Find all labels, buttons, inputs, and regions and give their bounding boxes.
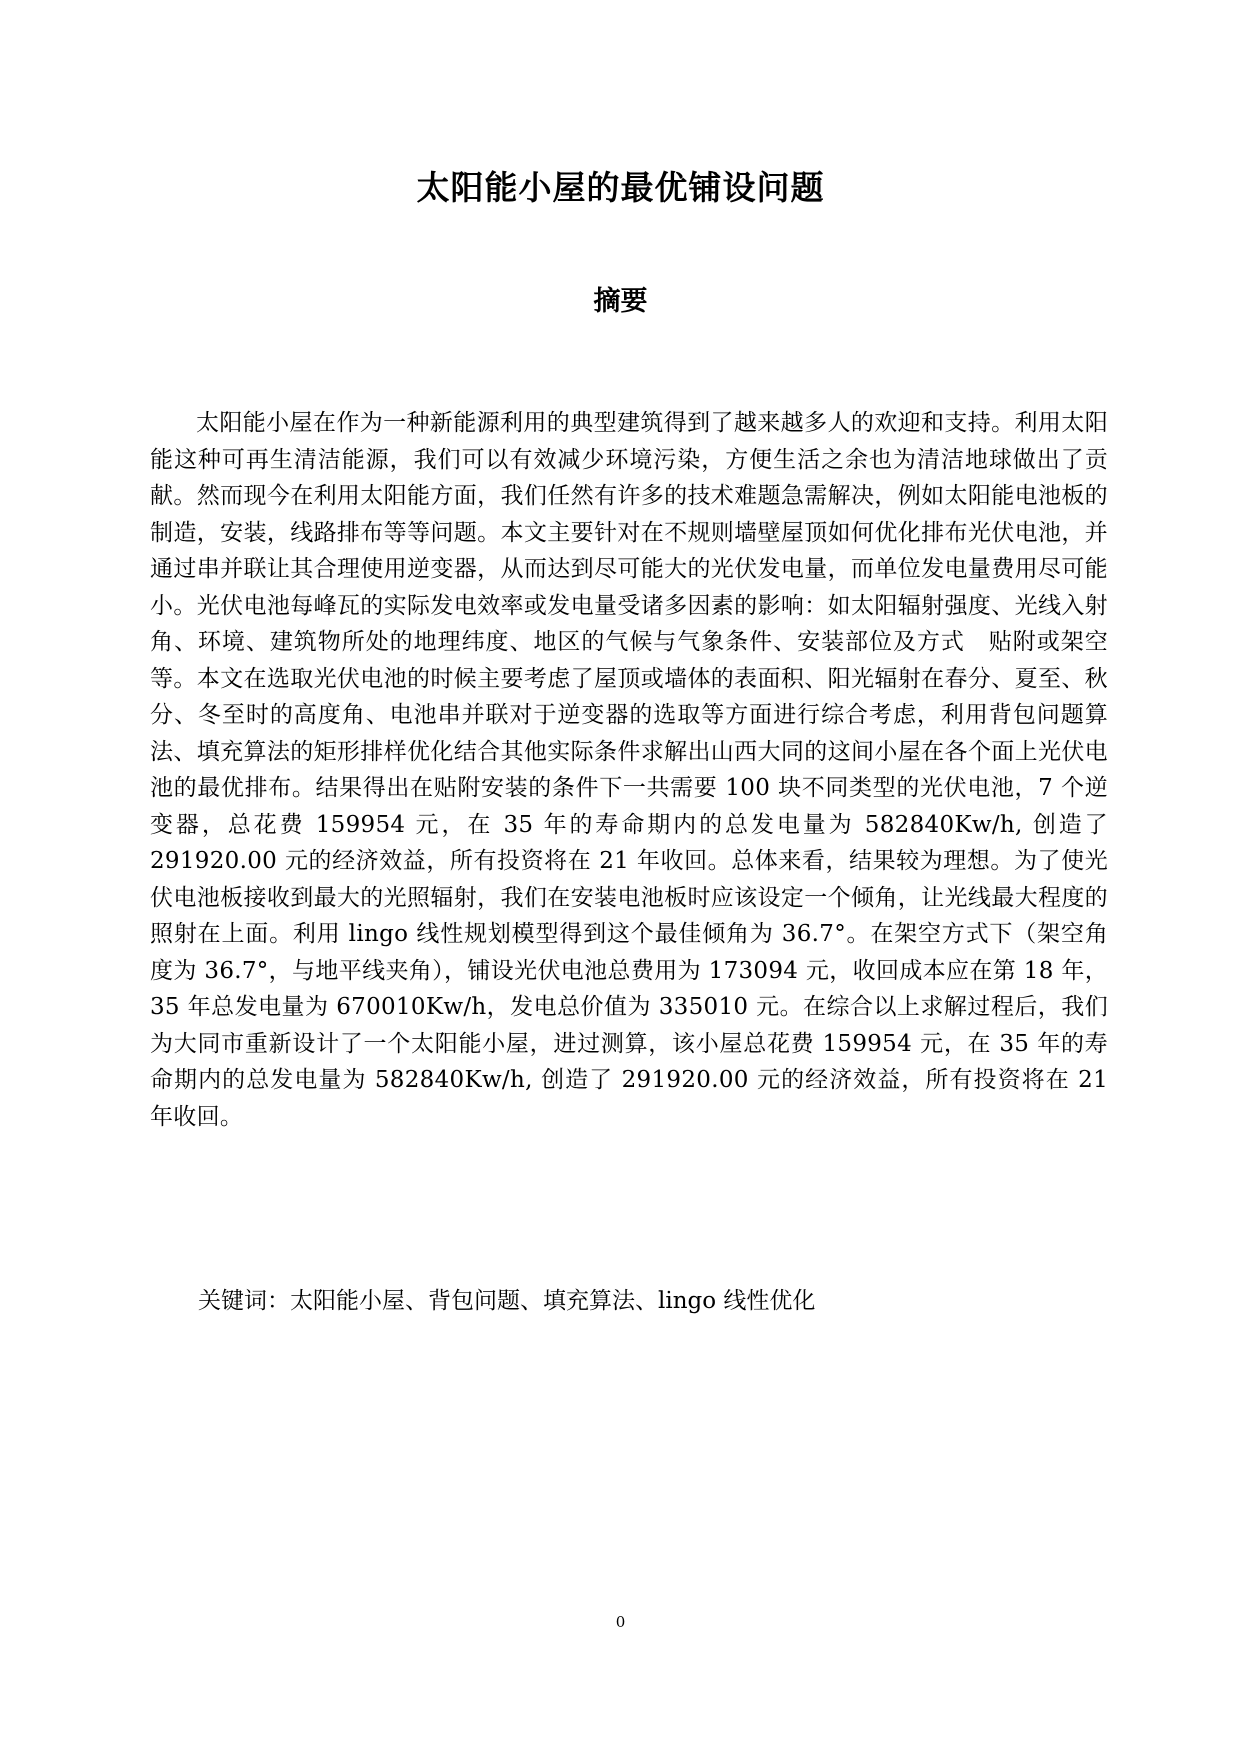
keywords-line: 关键词：太阳能小屋、背包问题、填充算法、lingo 线性优化 [198, 1288, 816, 1314]
document-title: 太阳能小屋的最优铺设问题 [416, 168, 825, 207]
abstract-paragraph: 太阳能小屋在作为一种新能源利用的典型建筑得到了越来越多人的欢迎和支持。利用太阳能这种可再生清洁能源，我们可以有效减少环境污染，方便生活之余也为清洁地球做出了贡献。然而现今在利用太阳能方面，我们任然有许多的技术难题急需解决，例如太阳能电池板的制造，安装，线路排布等等问题。本文主要针对在不规则墙壁屋顶如何优化排布光伏电池，并通过串并联让其合理使用逆变器，从而达到尽可能大的光伏发电量，而单位发电量费用尽可能小。光伏电池每峰瓦的实际发电效率或发电量受诸多因素的影响：如太阳辐射强度、光线入射角、环境、建筑物所处的地理纬度、地区的气候与气象条件、安装部位及方式 贴附或架空等。本文在选取光伏电池的时候主要考虑了屋顶或墙体的表面积、阳光辐射在春分、夏至、秋分、冬至时的高度角、电池串并联对于逆变器的选取等方面进行综合考虑，利用背包问题算法、填充算法的矩形排样优化结合其他实际条件求解出山西大同的这间小屋在各个面上光伏电池的最优排布。结果得出在贴附安装的条件下一共需要 100 块不同类型的光伏电池，7 个逆变器，总花费 159954 元，在 35 年的寿命期内的总发电量为 582840Kw/h, 创造了 291920.00 元的经济效益，所有投资将在 21 年收回。总体来看，结果较为理想。为了使光伏电池板接收到最大的光照辐射，我们在安装电池板时应该设定一个倾角，让光线最大程度的照射在上面。利用 lingo 线性规划模型得到这个最佳倾角为 36.7°。在架空方式下（架空角度为 36.7°，与地平线夹角），铺设光伏电池总费用为 173094 元，收回成本应在第 18 年，35 年总发电量为 670010Kw/h，发电总价值为 335010 元。在综合以上求解过程后，我们为大同市重新设计了一个太阳能小屋，进过测算，该小屋总花费 159954 元，在 35 年的寿命期内的总发电量为 582840Kw/h, 创造了 291920.00 元的经济效益，所有投资将在 21 年收回。 [150, 410, 1108, 1130]
abstract-heading: 摘要 [593, 286, 648, 317]
page-number: 0 [615, 1613, 626, 1631]
